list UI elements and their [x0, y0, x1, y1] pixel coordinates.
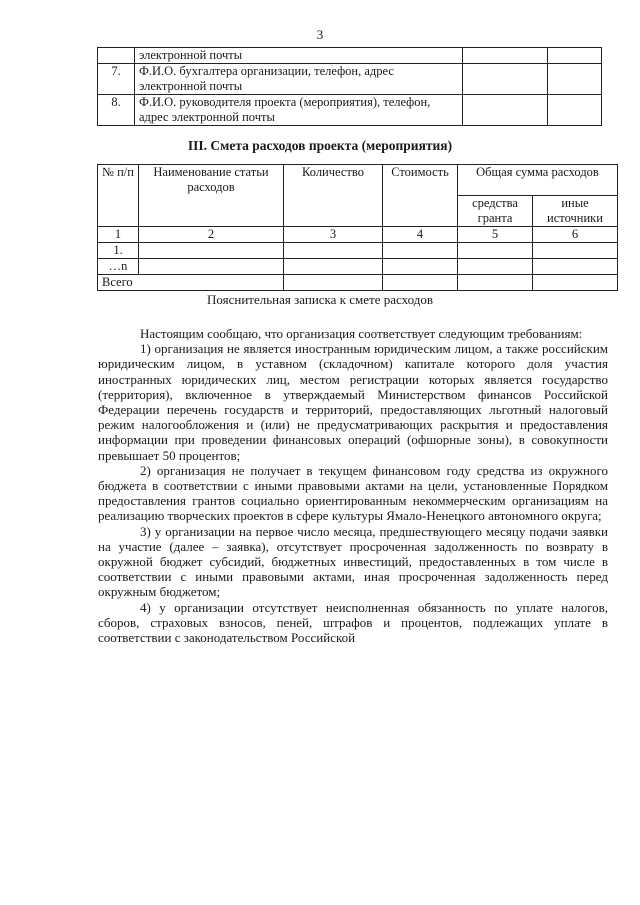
row-number: 7.: [98, 64, 135, 95]
empty-cell: [383, 243, 458, 259]
empty-cell: [383, 259, 458, 275]
header-total: Общая сумма расходов: [458, 165, 618, 196]
table-row: [98, 259, 618, 275]
row-number: …n: [98, 259, 139, 275]
row-value-cell: [548, 48, 602, 64]
column-number: 1: [98, 227, 139, 243]
header-other-sources: иные источники: [533, 196, 618, 227]
column-number: 6: [533, 227, 618, 243]
empty-cell: [533, 259, 618, 275]
empty-cell: [458, 275, 533, 291]
table-header-row: [98, 165, 618, 196]
column-number: 3: [284, 227, 383, 243]
paragraph: Настоящим сообщаю, что организация соответствует следующим требованиям:: [140, 326, 583, 341]
empty-cell: [533, 243, 618, 259]
row-value-cell: [463, 48, 548, 64]
section-title: III. Смета расходов проекта (мероприятия): [187, 138, 453, 153]
budget-table: [97, 164, 618, 291]
column-number: 4: [383, 227, 458, 243]
empty-cell: [383, 275, 458, 291]
table-row: [98, 48, 602, 64]
row-value-cell: [548, 95, 602, 126]
paragraph: 1) организация не является иностранным юридическим лицом, а также российским юридическим лицом, в уставном (складочном) капитале которого доля участия иностранных юридических лиц, местом регистрации которых является государство (территория), включенное в утверждаемый Министерством финансов Российской Федерации перечень государств и территорий, предоставляющих льготный налоговый режим налогообложения и (или) не предусматривающих раскрытия и предоставления информации при проведении финансовых операций (офшорные зоны), в совокупности превышает 50 процентов;: [98, 341, 608, 463]
empty-cell: [139, 259, 284, 275]
header-cost: Стоимость: [383, 165, 458, 227]
numbering-row: [98, 227, 618, 243]
empty-cell: [533, 275, 618, 291]
header-item: Наименование статьи расходов: [139, 165, 284, 227]
row-number: 8.: [98, 95, 135, 126]
total-row: [98, 275, 618, 291]
paragraph: 3) у организации на первое число месяца, предшествующего месяцу подачи заявки на участие (далее – заявка), отсутствует просроченная задолженность по возврату в окружной бюджет субсидий, бюджетных инвестиций, предоставленных в том числе в соответствии с иными правовыми актами, иная просроченная задолженность перед окружным бюджетом;: [98, 523, 608, 600]
table-row: [98, 243, 618, 259]
page-number: 3: [316, 27, 324, 42]
table-row: [98, 64, 602, 95]
empty-cell: [139, 243, 284, 259]
header-grant: средства гранта: [458, 196, 533, 227]
header-quantity: Количество: [284, 165, 383, 227]
column-number: 2: [139, 227, 284, 243]
row-number: 1.: [98, 243, 139, 259]
paragraph: 2) организация не получает в текущем финансовом году средства из окружного бюджета в соответствии с иными правовыми актами на цели, установленные Порядком предоставления грантов социально ориентированным некоммерческим организациям на реализацию творческих проектов в сфере культуры Ямало-Ненецкого автономного округа;: [98, 462, 608, 524]
row-value-cell: [463, 64, 548, 95]
empty-cell: [458, 243, 533, 259]
header-num: № п/п: [98, 165, 139, 227]
row-text: Ф.И.О. руководителя проекта (мероприятия), телефон, адрес электронной почты: [135, 95, 463, 126]
empty-cell: [284, 275, 383, 291]
paragraph: 4) у организации отсутствует неисполненная обязанность по уплате налогов, сборов, страховых взносов, пеней, штрафов и процентов, подлежащих уплате в соответствии с законодательством Российской: [98, 599, 608, 646]
column-number: 5: [458, 227, 533, 243]
empty-cell: [284, 259, 383, 275]
empty-cell: [284, 243, 383, 259]
row-value-cell: [463, 95, 548, 126]
table-row: [98, 95, 602, 126]
contacts-table-continuation: [97, 47, 602, 126]
explanatory-note-body: [98, 326, 608, 645]
total-label: Всего: [98, 275, 284, 291]
row-value-cell: [548, 64, 602, 95]
note-title: Пояснительная записка к смете расходов: [207, 292, 433, 307]
row-text: Ф.И.О. бухгалтера организации, телефон, адрес электронной почты: [135, 64, 463, 95]
row-number: [98, 48, 135, 64]
row-text: электронной почты: [135, 48, 463, 64]
empty-cell: [458, 259, 533, 275]
